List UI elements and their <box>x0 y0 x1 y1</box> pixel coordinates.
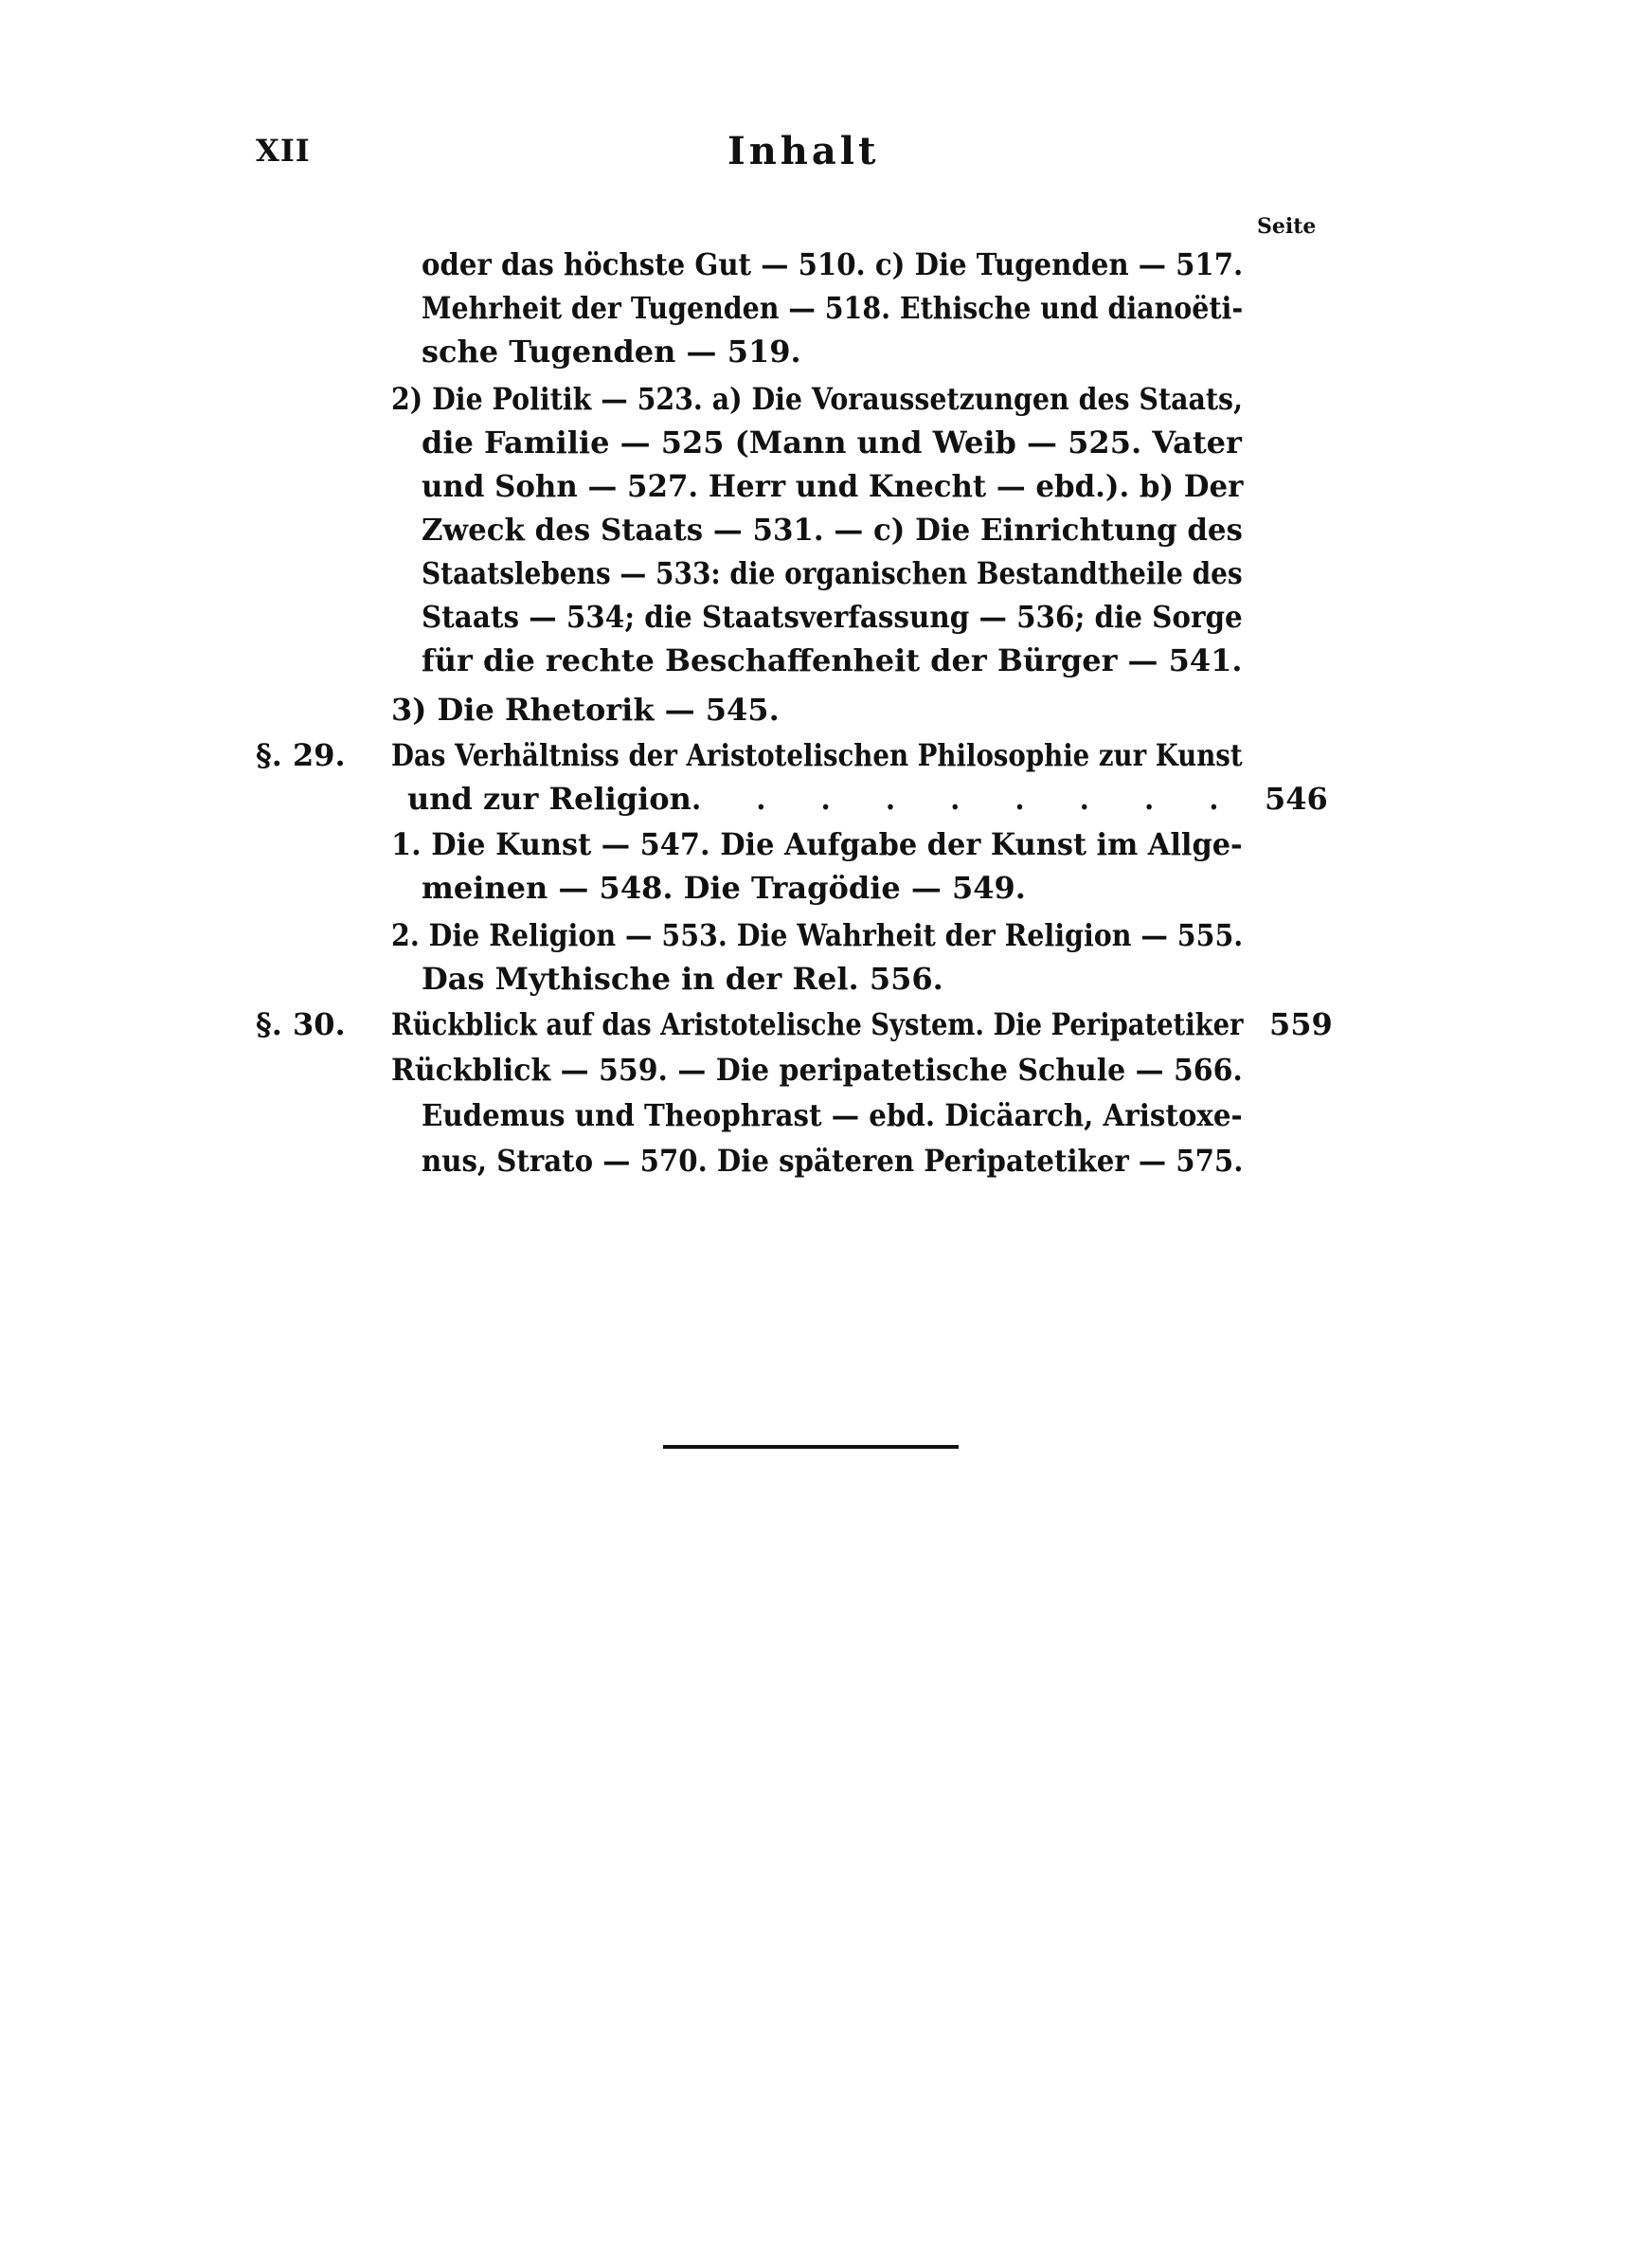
leader-dots: . . . . . . . . . <box>691 781 1242 817</box>
section-number: §. 30. <box>256 1006 346 1042</box>
toc-line: nus, Strato — 570. Die späteren Peripatetiker — 575. <box>422 1143 1244 1179</box>
toc-line: 2) Die Politik — 523. a) Die Voraussetzungen des Staats, <box>391 381 1243 417</box>
toc-line: meinen — 548. Die Tragödie — 549. <box>422 870 1026 906</box>
toc-line: und zur Religion <box>407 781 691 817</box>
toc-line: Rückblick — 559. — Die peripatetische Schule — 566. <box>391 1052 1243 1088</box>
toc-line: Mehrheit der Tugenden — 518. Ethische und dianoëti- <box>422 290 1244 326</box>
page-column-label: Seite <box>1257 214 1317 239</box>
section-number: §. 29. <box>256 737 346 773</box>
page-reference: 546 <box>1265 781 1328 817</box>
toc-line: Zweck des Staats — 531. — c) Die Einrichtung des <box>422 512 1243 548</box>
toc-line: oder das höchste Gut — 510. c) Die Tugenden — 517. <box>422 246 1244 282</box>
toc-line: Rückblick auf das Aristotelische System. Die Peripatetiker <box>391 1006 1244 1042</box>
end-divider <box>663 1445 959 1449</box>
toc-line: die Familie — 525 (Mann und Weib — 525. Vater <box>422 424 1242 460</box>
toc-line: Das Verhältniss der Aristotelischen Philosophie zur Kunst <box>391 737 1243 773</box>
page-reference: 559 <box>1269 1006 1333 1042</box>
toc-line: und Sohn — 527. Herr und Knecht — ebd.). b) Der <box>422 468 1244 504</box>
toc-line: Staatslebens — 533: die organischen Bestandtheile des <box>422 555 1243 591</box>
page-title: Inhalt <box>727 129 880 173</box>
toc-line: Staats — 534; die Staatsverfassung — 536; die Sorge <box>422 599 1243 635</box>
page-number: XII <box>256 133 311 169</box>
toc-line: sche Tugenden — 519. <box>422 334 801 370</box>
toc-line: Eudemus und Theophrast — ebd. Dicäarch, Aristoxe- <box>422 1097 1243 1133</box>
toc-line: 3) Die Rhetorik — 545. <box>391 692 780 728</box>
toc-line: 2. Die Religion — 553. Die Wahrheit der Religion — 555. <box>391 917 1244 953</box>
toc-line: für die rechte Beschaffenheit der Bürger — 541. <box>422 642 1243 678</box>
toc-line: Das Mythische in der Rel. 556. <box>422 961 943 997</box>
toc-line: 1. Die Kunst — 547. Die Aufgabe der Kunst im Allge- <box>391 826 1243 862</box>
